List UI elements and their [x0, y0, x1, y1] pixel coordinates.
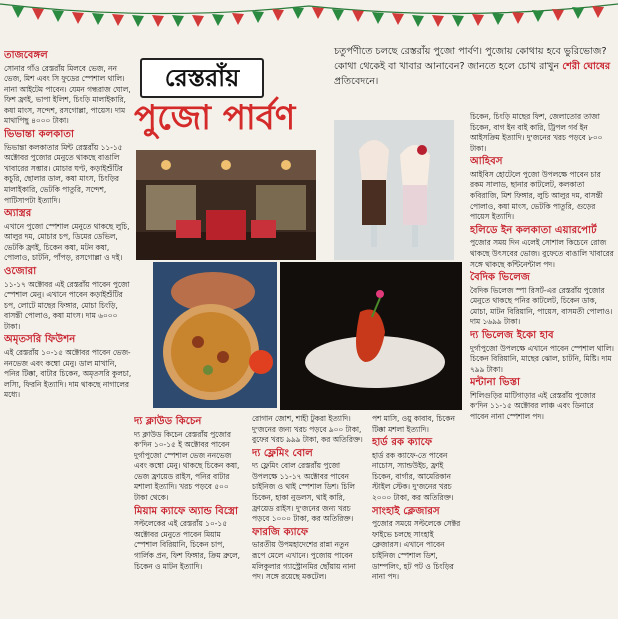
section-heading: হলিডে ইন কলকাতা এয়ারপোর্ট [470, 224, 597, 236]
milkshake-desserts-photo [334, 120, 454, 260]
section-heading: ভিভান্তা কলকাতা [4, 129, 74, 141]
article-section [4, 266, 132, 332]
intro-text-end: প্রতিবেদনে। [334, 76, 379, 87]
section-heading: দ্য ফ্লেমিং বোল [252, 447, 313, 459]
section-body: চিকেন, চিংড়ি মাছের ফিশ, জেলাতোর তাজা চিকেন, বাগ ইন বাই কারি, ট্রিপল গর্ব ইন আইসক্রিম ইত্যাদি। দু'জনের খরচ পড়বে ৮০০ টাকা। [470, 112, 603, 153]
section-body: এখানে পুজো স্পেশাল মেনুতে থাকছে লুচি, আলুর দম, মোচার চপ, ডিমের ডেভিল, ভেটকি ফ্রাই, চিকেন কষা, মটন কষা, পোলাও, চাটনি, পাঁপড়, রসগোল্লা ও দই। [4, 221, 130, 263]
intro-paragraph [334, 44, 614, 89]
article-section [470, 272, 614, 328]
article-section [252, 527, 364, 583]
section-body: পশ মাসি, ওয়ু কাবাব, চিকেন টিক্কা মশলা ইত্যাদি। [372, 414, 455, 434]
intro-text: চতুর্পণীতে চলছে রেস্তরাঁয় পুজো পার্বণ। পুজোয় কোথায় হবে ভুরিভোজ? কোথা থেকেই বা খাবার আনাবেন? জানতে হলে চোখ রাখুন [334, 46, 607, 72]
section-heading: হার্ড রক ক্যাফে [372, 437, 433, 449]
page-title-line2: পুজো পার্বণ [134, 98, 296, 138]
section-body: পুজোর সময়ে সল্টলেকে সেক্টর ফাইভে চলছে সাংহাই ক্লেজারস। এখানে পাবেন চাইনিজ স্পেশাল ডিশ, ডাম্পলিং, হট পট ও চিংড়ির নানা পদ। [372, 519, 461, 582]
section-heading: ওজোরা [4, 266, 37, 277]
article-section [134, 506, 244, 572]
column-1 [4, 48, 132, 616]
pizza-dish-photo [153, 262, 277, 408]
page-title-line1: রেস্তরাঁয় [140, 58, 264, 98]
section-body: দ্য ক্লাউড কিচেন রেস্তরাঁয় পুজোর ক'দিন ১০-১৫ ই অক্টোবর পাবেন দুর্গাপুজো স্পেশাল ভেজ ননভেজ এবং কম্বো মেনু। থাকছে চিকেন কষা, ভেজ ফ্রায়েড রাইস, পনির বাটার মশালা ইত্যাদি। খরচ পড়বে ৫০০ টাকা থেকে। [134, 429, 240, 503]
column-2 [134, 414, 244, 618]
restaurant-interior-photo [136, 150, 316, 260]
section-body: ভারতীয় উপমহাদেশের রান্না নতুন রূপে মেলে এখানে। পুজোয় পাবেন মলিকুলার গ্যাস্ট্রোনমির ছোঁয়ায় নানা পদ। সঙ্গে রয়েছে মকটেল। [252, 540, 356, 582]
section-body: এই রেস্তরাঁয় ১০-১৫ অক্টোবর পাবেন ভেজ-ননভেজ এবং কম্বো মেনু। ডাল মাখানি, পনির টিক্কা, বাটার চিকেন, অমৃতসরি কুলচা, লস্যি, ফিরনি ইত্যাদি। দাম থাকছে নাগালের মধ্যে। [4, 347, 132, 400]
section-body: দ্য ফ্লেমিং বোল রেস্তরাঁয় পুজো উপলক্ষে ১১-১৭ অক্টোবর পাবেন চাইনিজ ও থাই স্পেশাল ডিশ। চিলি চিকেন, হাকা নুডলস, থাই কারি, ফ্রায়েড রাইস। দু'জনের জন্য খরচ পড়বে ১০০০ টাকা, কর অতিরিক্ত। [252, 461, 355, 524]
section-heading: মিয়াম ক্যাফে অ্যান্ড বিস্ত্রো [134, 505, 238, 517]
article-section [372, 414, 464, 435]
article-section [470, 112, 614, 154]
article-section [470, 225, 614, 270]
section-heading: অ্যাস্ত্রর [4, 208, 32, 220]
section-body: হার্ড রক ক্যাফে-তে পাবেন নাচোস, স্যান্ডউইচ, ফ্রাই চিকেন, বার্গার, আমেরিকান স্টাইল স্টেক। দু'জনের খরচ ২০০০ টাকা, কর অতিরিক্ত। [372, 450, 454, 503]
author-name: শেরী ঘোষের [562, 61, 611, 72]
section-heading: অমৃতসরি ফিউশন [4, 334, 76, 346]
section-heading: আহিবস [470, 156, 503, 168]
column-5 [470, 112, 614, 618]
chicken-dish-photo [280, 262, 462, 410]
article-section [252, 448, 364, 525]
section-heading: মন্টানা ভিস্তা [470, 377, 520, 389]
column-4 [372, 414, 464, 618]
section-body: সল্টলেকের এই রেস্তরাঁয় ১০-১৫ অক্টোবর মেনুতে পাবেন মিয়াম স্পেশাল বিরিয়ানি, চিকেন চাপ, গার্লিক প্রন, ফিশ ফিঙ্গার, ক্রিম ব্রুলে, চিকেন ও মাটন ইত্যাদি। [134, 519, 241, 571]
article-section [134, 416, 244, 504]
section-body: পুজোর সময় দিন এলেই সোশাল কিচেনে রোজ থাকছে উৎসবের ভোজ। বুফেতে বাঙালি খাবারের সঙ্গে থাকছে কন্টিনেন্টাল পদ। [470, 238, 614, 269]
section-heading: বৈদিক ভিলেজ [470, 272, 531, 284]
article-section [4, 334, 132, 400]
article-section [4, 50, 132, 127]
section-heading: ফারজি ক্যাফে [252, 526, 309, 538]
article-section [470, 377, 614, 422]
article-section [470, 156, 614, 222]
section-heading: তাজবেঙ্গল [4, 50, 48, 61]
article-section [4, 129, 132, 206]
article-section [372, 437, 464, 503]
section-body: আইবিস হোটেলে পুজো উপলক্ষে পাবেন চার রকম সালাড, ছানার কাটলেট, কলকাতা কবিরাজি, মিশ ফিঙ্গার, লুচি আলুর দম, বাসন্তী পোলাও, কষা মাংস, ভেটকি পাতুরি, গুড়ের পায়েস ইত্যাদি। [470, 169, 603, 222]
section-heading: দ্য ক্লাউড কিচেন [134, 416, 202, 427]
section-body: ১১-১৭ অক্টোবর এই রেস্তরাঁয় পাবেন পুজো স্পেশাল মেনু। এখানে পাবেন কড়াইশুঁটির চপ, লোটে মাছের ফিঙ্গার, মোচা চিংড়ি, বাসন্তী পোলাও, কষা মাংস। দাম ৬০০০ টাকা। [4, 279, 130, 331]
section-heading: দ্য ভিলেজ ইকো হাব [470, 330, 554, 341]
column-3 [252, 414, 364, 618]
section-body: শিলিগুড়ির মাটিগাড়ার এই রেস্তরাঁয় পুজোর ক'দিন ১১-১৫ অক্টোবর লাঞ্চ এবং ডিনারে পাবেন নানা স্পেশাল পদ। [470, 390, 596, 421]
section-body: বৈদিক ভিলেজ স্পা রিসর্ট-এর রেস্তরাঁয় পুজোর মেনুতে থাকছে পনির কাটলেট, চিকেন ডাক, মোচা, মাটন বিরিয়ানি, পায়েস, বাসমতী পোলাও। দাম ১৬৯৯ টাকা। [470, 285, 613, 327]
section-body: দুর্গাপুজো উপলক্ষে এখানে পাবেন স্পেশাল থালি। চিকেন বিরিয়ানি, মাছের ঝোল, চাটনি, মিষ্টি। দাম ৭৯৯ টাকা। [470, 343, 614, 374]
section-body: ভিভান্তা কলকাতার মিন্ট রেস্তরাঁয় ১১-১৫ অক্টোবর পুজোর মেনুতে থাকছে বাঙালি খাবারের সম্ভার। মোচার ঘণ্ট, কড়াইশুঁটির কচুরি, ছোলার ডাল, কষা মাংস, চিংড়ির মালাইকারি, ভেটকি পাতুরি, সন্দেশ, পাটিসাপটা ইত্যাদি। [4, 142, 123, 205]
section-body: সোনার গাঁও রেস্তরাঁয় মিলবে ভেজ, নন ভেজ, মিশ এবং সি ফুডের স্পেশাল থালি। নানা আইটেম পাবেন। যেমন গন্ধরাজ ঘোল, ফিশ ফ্রাই, ভাপা ইলিশ, চিংড়ি মালাইকারি, কষা মাংস, সন্দেশ, রসগোল্লা, পায়েস। দাম মাথাপিছু ৪০০০ টাকা। [4, 63, 131, 126]
article-section [4, 208, 132, 264]
article-section [470, 330, 614, 375]
festive-bunting-decoration [0, 0, 618, 40]
article-section [372, 506, 464, 583]
section-body: রোগান জোশ, শাহী টুকরা ইত্যাদি। দু'জনের জন্য খরচ পড়বে ৯০০ টাকা, বুফের খরচ ৯৯৯ টাকা, কর অতিরিক্ত। [252, 414, 363, 445]
section-heading: সাংহাই ক্লেজারস [372, 505, 440, 517]
article-section [252, 414, 364, 446]
